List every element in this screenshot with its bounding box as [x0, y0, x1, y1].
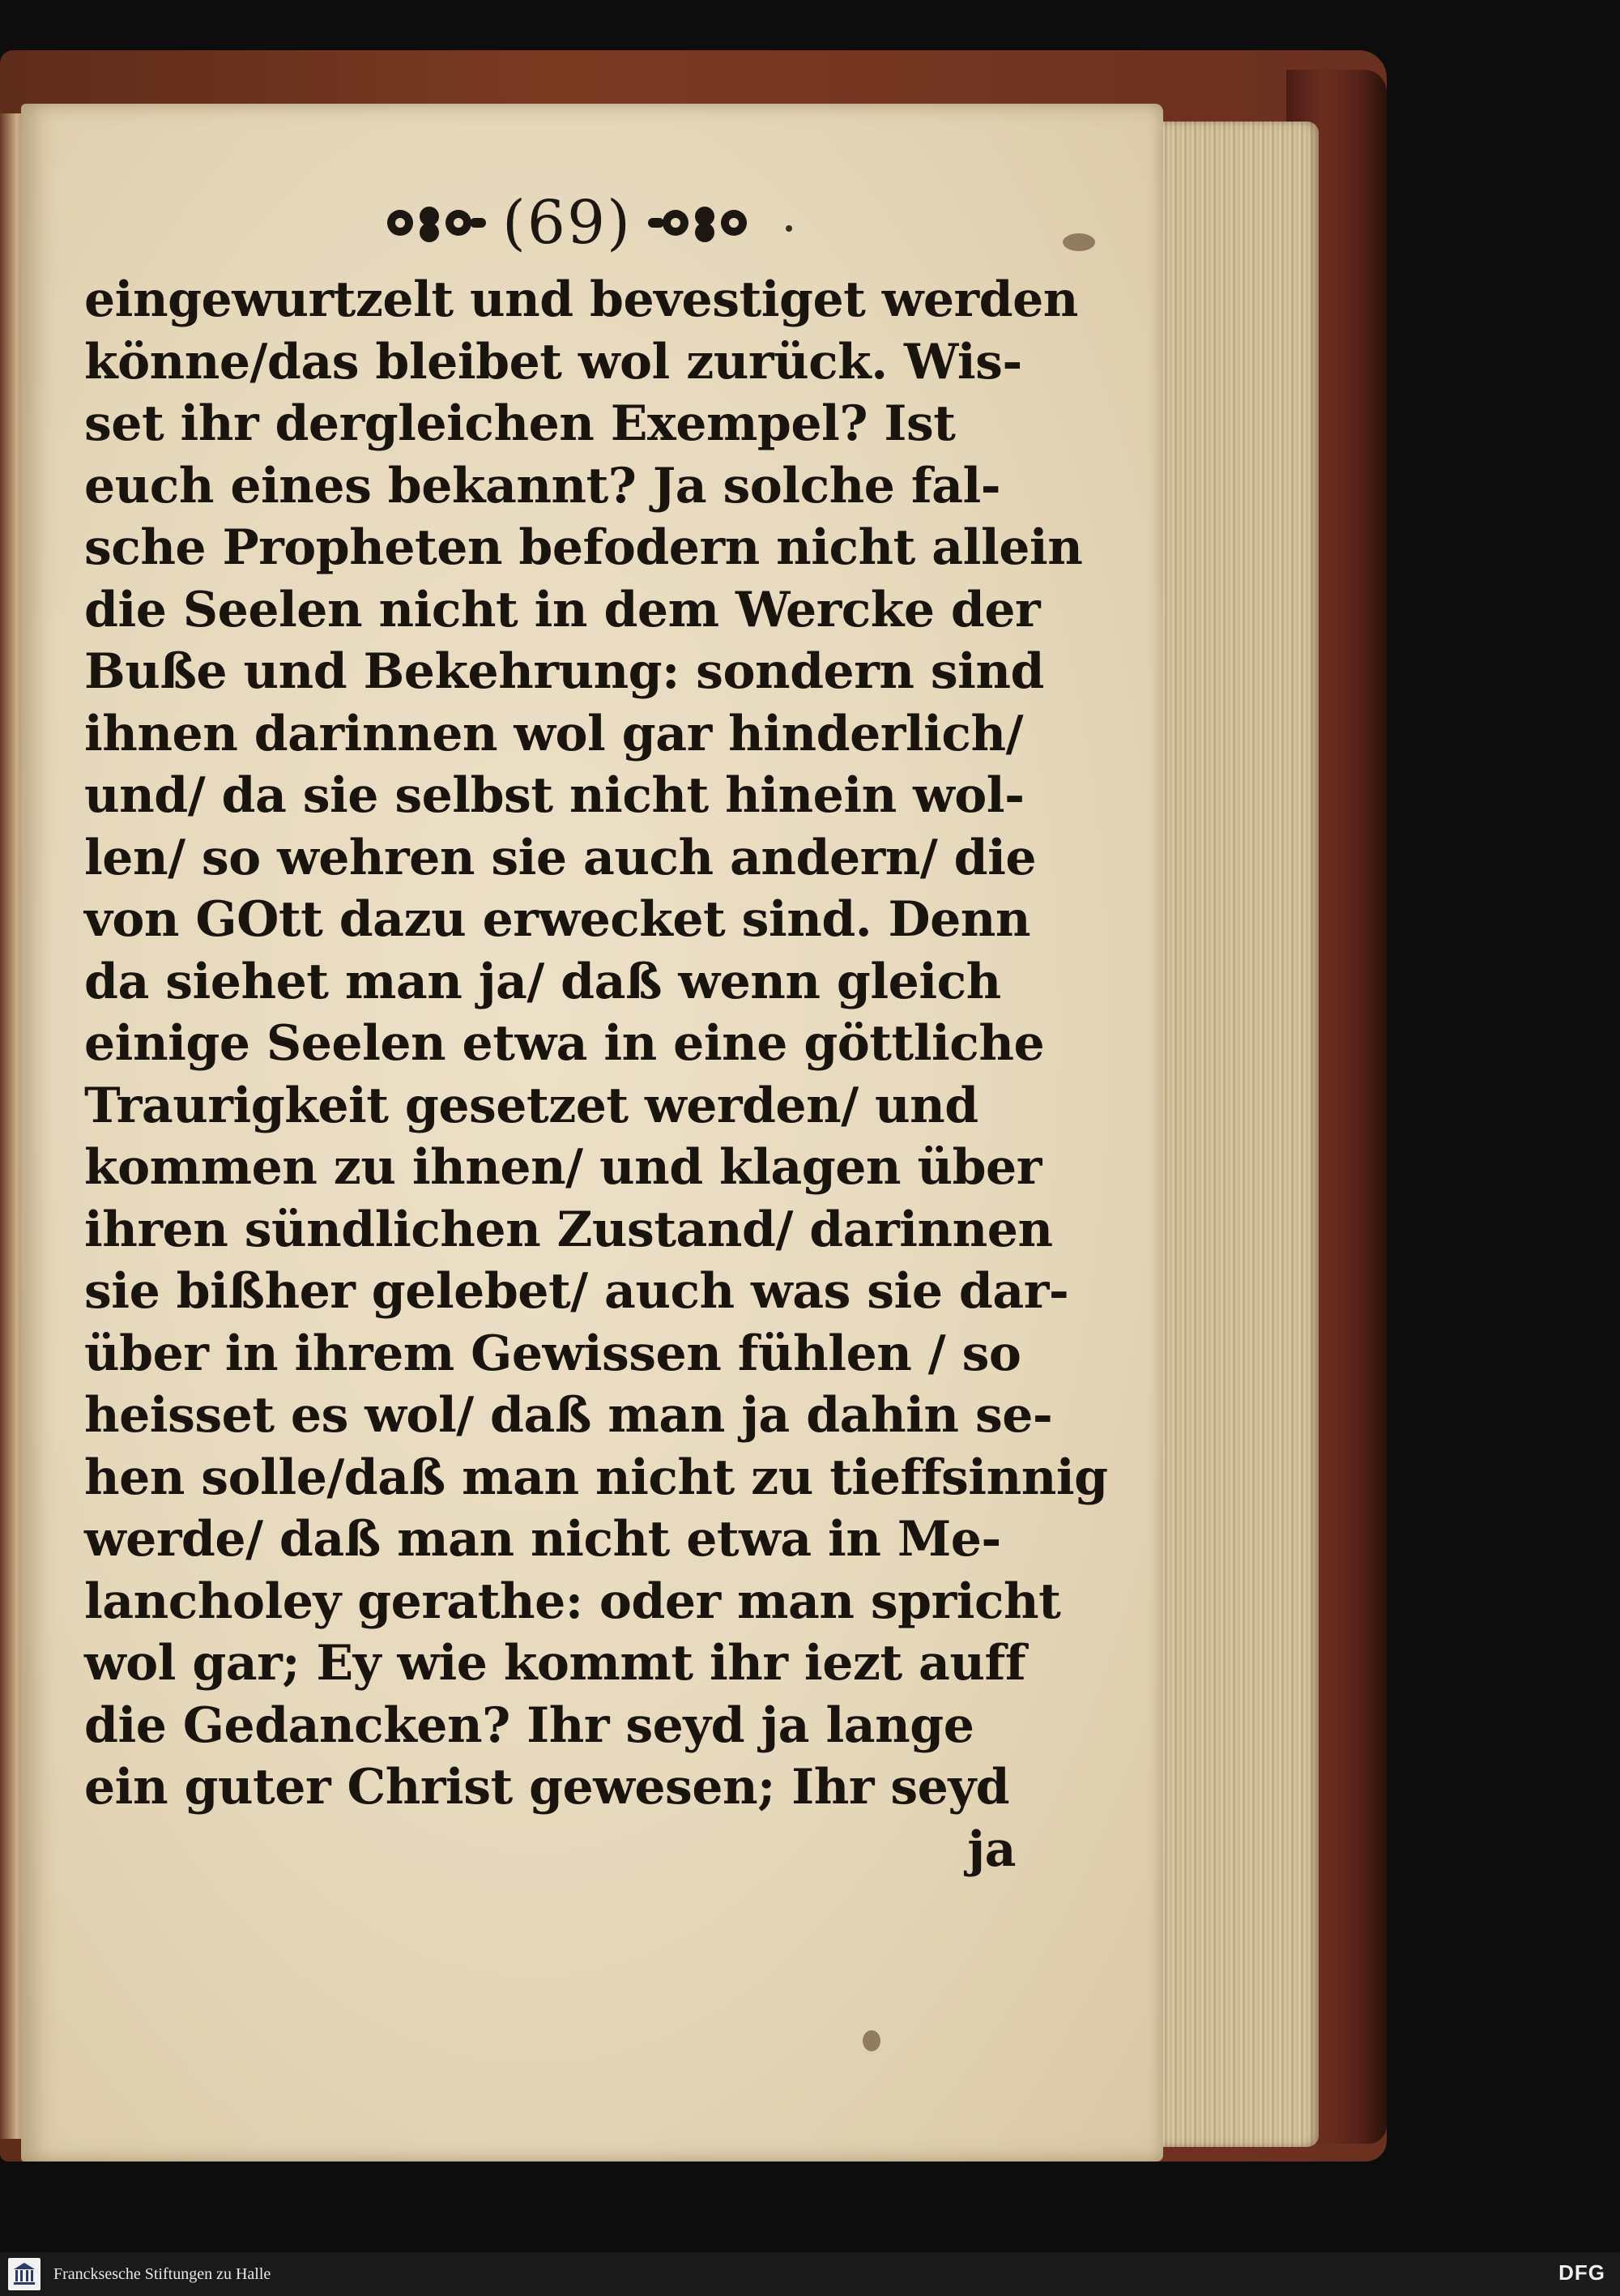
page-number: (69) [502, 188, 632, 258]
text-line: sche Propheten befodern nicht allein [84, 519, 1083, 576]
institution-name: Francksesche Stiftungen zu Halle [53, 2264, 271, 2283]
text-line: die Seelen nicht in dem Wercke der [84, 581, 1041, 638]
text-line: die Gedancken? Ihr seyd ja lange [84, 1696, 974, 1754]
text-line: Buße und Bekehrung: sondern sind [84, 643, 1044, 700]
dfg-logo: DFG [1558, 2260, 1605, 2285]
running-head [340, 186, 794, 259]
text-line: wol gar; Ey wie kommt ihr iezt auff [84, 1635, 1026, 1692]
text-line: hen solle/daß man nicht zu tieffsinnig [84, 1449, 1108, 1506]
text-line: ihnen darinnen wol gar hinderlich/ [84, 705, 1024, 762]
page-stack-fore-edge [1149, 122, 1319, 2147]
text-line: euch eines bekannt? Ja solche fal- [84, 457, 1001, 514]
text-line: einige Seelen etwa in eine göttliche [84, 1015, 1045, 1072]
print-speck [786, 225, 792, 232]
catchword: ja [967, 1820, 1016, 1878]
text-line: werde/ daß man nicht etwa in Me- [84, 1511, 1001, 1568]
text-line: könne/das bleibet wol zurück. Wis- [84, 333, 1022, 390]
text-line: da siehet man ja/ daß wenn gleich [84, 953, 1001, 1010]
viewer-footer [0, 2252, 1620, 2296]
text-line: ein guter Christ gewesen; Ihr seyd [84, 1759, 1010, 1816]
text-line: heisset es wol/ daß man ja dahin se- [84, 1387, 1053, 1444]
printers-ornament-icon [382, 200, 488, 245]
text-line: und/ da sie selbst nicht hinein wol- [84, 767, 1025, 824]
text-line: kommen zu ihnen/ und klagen über [84, 1139, 1042, 1196]
institution-logo-icon [8, 2258, 40, 2290]
text-line: lancholey gerathe: oder man spricht [84, 1573, 1061, 1630]
building-icon [12, 2261, 36, 2287]
text-line: von GOtt dazu erwecket sind. Denn [84, 891, 1031, 948]
ink-stain [1063, 233, 1095, 251]
text-line: Traurigkeit gesetzet werden/ und [84, 1077, 978, 1134]
body-text [84, 269, 1108, 1880]
printers-ornament-icon [646, 200, 752, 245]
text-line: len/ so wehren sie auch andern/ die [84, 829, 1037, 886]
text-line: über in ihrem Gewissen fühlen / so [84, 1325, 1021, 1382]
ink-stain [863, 2030, 880, 2051]
text-line: sie bißher gelebet/ auch was sie dar- [84, 1263, 1069, 1320]
text-line: set ihr dergleichen Exempel? Ist [84, 395, 956, 452]
text-line: eingewurtzelt und bevestiget werden [84, 271, 1078, 328]
text-line: ihren sündlichen Zustand/ darinnen [84, 1201, 1053, 1258]
